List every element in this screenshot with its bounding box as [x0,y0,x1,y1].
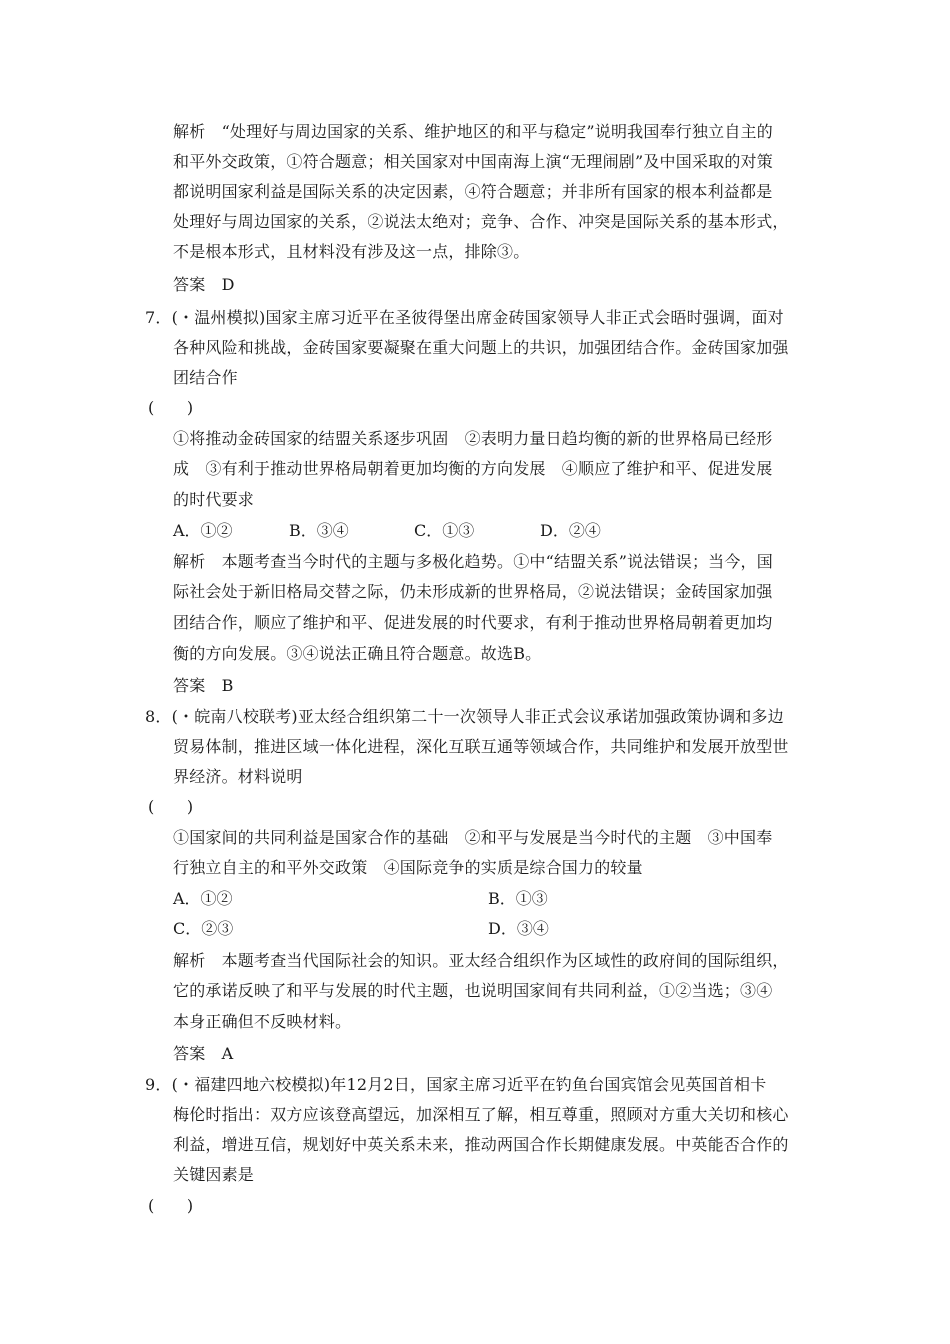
q9-stem-line: 利益，增进互信，规划好中英关系未来，推动两国合作长期健康发展。中英能否合作的 [173,1135,789,1154]
q6-analysis-line: 都说明国家利益是国际关系的决定因素，④符合题意；并非所有国家的根本利益都是 [173,182,773,201]
q8-stem-line: 8．(・皖南八校联考)亚太经合组织第二十一次领导人非正式会议承诺加强政策协调和多边 [145,707,784,726]
q7-analysis-line: 衡的方向发展。③④说法正确且符合题意。故选B。 [173,644,542,663]
q8-option-a: A．①② [173,889,233,908]
q8-analysis-line: 解析 本题考查当代国际社会的知识。亚太经合组织作为区域性的政府间的国际组织， [173,951,789,970]
q9-answer-blank: ( ) [148,1196,194,1215]
q7-analysis-line: 际社会处于新旧格局交替之际，仍未形成新的世界格局，②说法错误；金砖国家加强 [173,582,773,601]
q8-analysis-line: 本身正确但不反映材料。 [173,1012,352,1031]
q7-analysis-line: 团结合作，顺应了维护和平、促进发展的时代要求，有利于推动世界格局朝着更加均 [173,613,773,632]
q7-stem-line: 各种风险和挑战，金砖国家要凝聚在重大问题上的共识，加强团结合作。金砖国家加强 [173,338,789,357]
q8-analysis-line: 它的承诺反映了和平与发展的时代主题，也说明国家间有共同利益，①②当选；③④ [173,981,773,1000]
q7-stem-line: 团结合作 [173,368,238,387]
q9-stem-line: 梅伦时指出：双方应该登高望远，加深相互了解，相互尊重，照顾对方重大关切和核心 [173,1105,789,1124]
q8-statement-line: 行独立自主的和平外交政策 ④国际竞争的实质是综合国力的较量 [173,858,643,877]
q7-answer: 答案 B [173,676,234,695]
q8-answer-blank: ( ) [148,797,194,816]
q7-option-b: B．③④ [289,521,349,540]
q6-answer: 答案 D [173,275,235,294]
q6-analysis-line: 解析 “处理好与周边国家的关系、维护地区的和平与稳定”说明我国奉行独立自主的 [173,122,773,141]
q6-analysis-line: 处理好与周边国家的关系，②说法太绝对；竞争、合作、冲突是国际关系的基本形式， [173,212,789,231]
q7-option-c: C．①③ [414,521,475,540]
q9-stem-line: 关键因素是 [173,1165,255,1184]
q7-stem-line: 7．(・温州模拟)国家主席习近平在圣彼得堡出席金砖国家领导人非正式会晤时强调，面对 [145,308,784,327]
q8-option-c: C．②③ [173,919,234,938]
q7-statement-line: ①将推动金砖国家的结盟关系逐步巩固 ②表明力量日趋均衡的新的世界格局已经形 [173,429,773,448]
q7-statement-line: 的时代要求 [173,490,255,509]
q7-analysis-line: 解析 本题考查当今时代的主题与多极化趋势。①中“结盟关系”说法错误；当今，国 [173,552,773,571]
q8-answer: 答案 A [173,1044,234,1063]
q8-option-d: D．③④ [488,919,549,938]
q7-option-d: D．②④ [540,521,601,540]
q7-answer-blank: ( ) [148,398,194,417]
q7-statement-line: 成 ③有利于推动世界格局朝着更加均衡的方向发展 ④顺应了维护和平、促进发展 [173,459,773,478]
q6-analysis-line: 不是根本形式，且材料没有涉及这一点，排除③。 [173,242,530,261]
q6-analysis-line: 和平外交政策，①符合题意；相关国家对中国南海上演“无理闹剧”及中国采取的对策 [173,152,773,171]
q8-option-b: B．①③ [488,889,548,908]
q8-stem-line: 界经济。材料说明 [173,767,303,786]
q9-stem-line: 9．(・福建四地六校模拟)年12月2日，国家主席习近平在钓鱼台国宾馆会见英国首相卡 [145,1075,767,1094]
q7-option-a: A．①② [173,521,233,540]
q8-stem-line: 贸易体制，推进区域一体化进程，深化互联互通等领域合作，共同维护和发展开放型世 [173,737,789,756]
q8-statement-line: ①国家间的共同利益是国家合作的基础 ②和平与发展是当今时代的主题 ③中国奉 [173,828,773,847]
